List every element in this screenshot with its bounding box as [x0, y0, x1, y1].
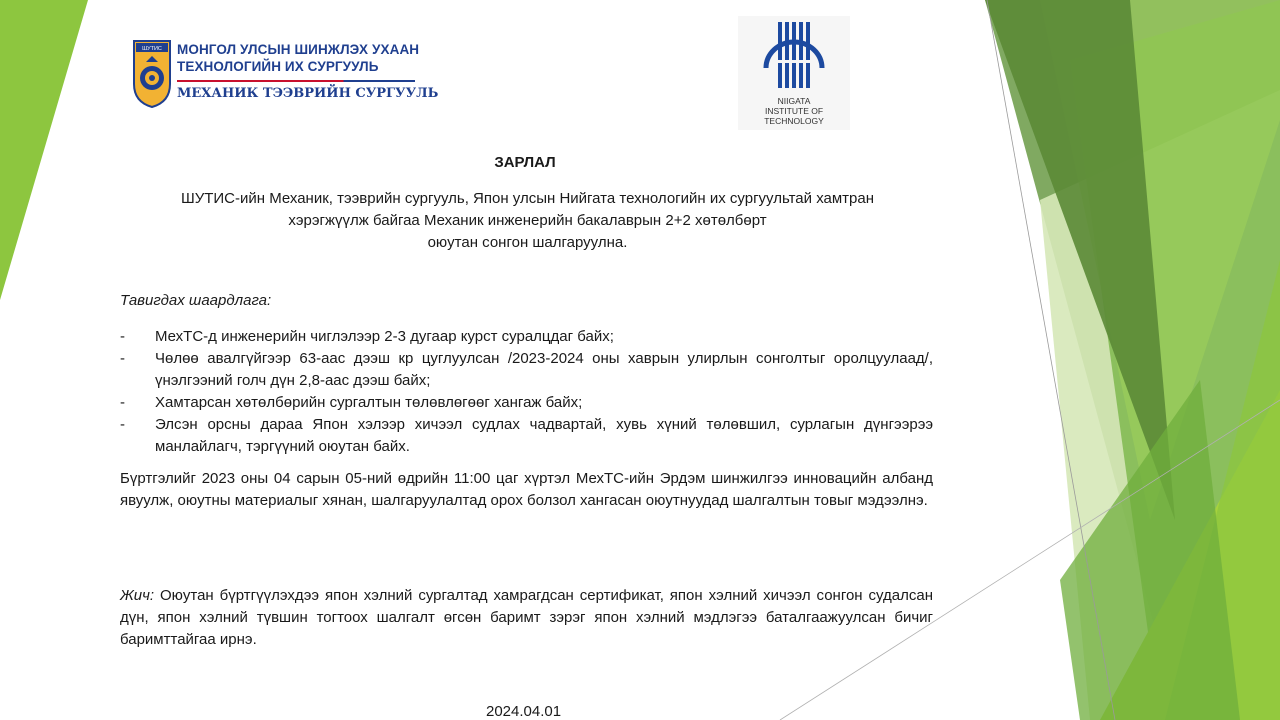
logo-divider [177, 80, 415, 82]
requirements-list [120, 326, 933, 458]
requirement-text: Чөлөө авалгүйгээр 63-аас дээш кр цуглуулсан /2023-2024 оны хаврын улирлын сонголтыг оролцуулаад/, үнэлгээний голч дүн 2,8-аас дээш байх; [155, 350, 933, 389]
list-bullet: - [120, 394, 125, 411]
list-item [120, 348, 933, 392]
requirement-text: Хамтарсан хөтөлбөрийн сургалтын төлөвлөгөөг хангаж байх; [155, 394, 583, 411]
intro-line-3: оюутан сонгон шалгаруулна. [427, 234, 628, 251]
requirements-heading: Тавигдах шаардлага: [120, 292, 272, 309]
niigata-logo [738, 16, 850, 130]
note-text: Оюутан бүртгүүлэхдээ япон хэлний сургалтад хамрагдсан сертификат, япон хэлний хичээл сонгон судалсан дүн, япон хэлний түвшин тогтоох шалгалт өгсөн баримт зэрэг япон хэлний мэдлэгээ баталгаажуулсан бичиг баримттайгаа ирнэ. [120, 587, 933, 648]
list-item [120, 414, 933, 458]
note-label: Жич: [120, 587, 155, 604]
requirement-text: Элсэн орсны дараа Япон хэлээр хичээл судлах чадвартай, хувь хүний төлөвшил, сурлагын дүнгээрээ манлайлагч, тэргүүний оюутан байх. [155, 416, 933, 455]
note-paragraph [120, 585, 933, 651]
list-bullet: - [120, 416, 125, 433]
left-green-triangle [0, 0, 88, 300]
logo-line-1: МОНГОЛ УЛСЫН ШИНЖЛЭХ УХААН [177, 42, 420, 57]
registration-paragraph: Бүртгэлийг 2023 оны 04 сарын 05-ний өдрийн 11:00 цаг хүртэл МехТС-ийн Эрдэм шинжилгээ инновацийн албанд явуулж, оюутны материалыг хянан, шалгаруулалтад орох болзол хангасан оюутнуудад шалгалтын товыг мэдээлнэ. [120, 470, 933, 509]
niigata-text-line-1: NIIGATA [777, 96, 811, 106]
announcement-date: 2024.04.01 [486, 703, 562, 720]
intro-line-2: хэрэгжүүлж байгаа Механик инженерийн бакалаврын 2+2 хөтөлбөрт [288, 212, 767, 229]
announcement-title: ЗАРЛАЛ [494, 154, 556, 171]
niigata-emblem-icon [738, 16, 850, 96]
intro-line-1: ШУТИС-ийн Механик, тээврийн сургууль, Япон улсын Нийгата технологийн их сургуультай хамтран [180, 190, 875, 207]
list-item [120, 392, 933, 414]
logo-line-2: ТЕХНОЛОГИЙН ИХ СУРГУУЛЬ [177, 59, 379, 74]
requirement-text: МехТС-д инженерийн чиглэлээр 2-3 дугаар курст суралцдаг байх; [155, 328, 614, 345]
shield-badge-text: ШУТИС [142, 46, 162, 52]
logo-line-3: МЕХАНИК ТЭЭВРИЙН СУРГУУЛЬ [177, 86, 439, 101]
intro-paragraph [140, 188, 915, 254]
list-item [120, 326, 933, 348]
niigata-text-line-2: INSTITUTE OF [764, 106, 824, 116]
list-bullet: - [120, 350, 125, 367]
niigata-text-line-3: TECHNOLOGY [764, 116, 824, 126]
shield-emblem-icon [133, 40, 171, 108]
list-bullet: - [120, 328, 125, 345]
university-logo [133, 40, 439, 110]
